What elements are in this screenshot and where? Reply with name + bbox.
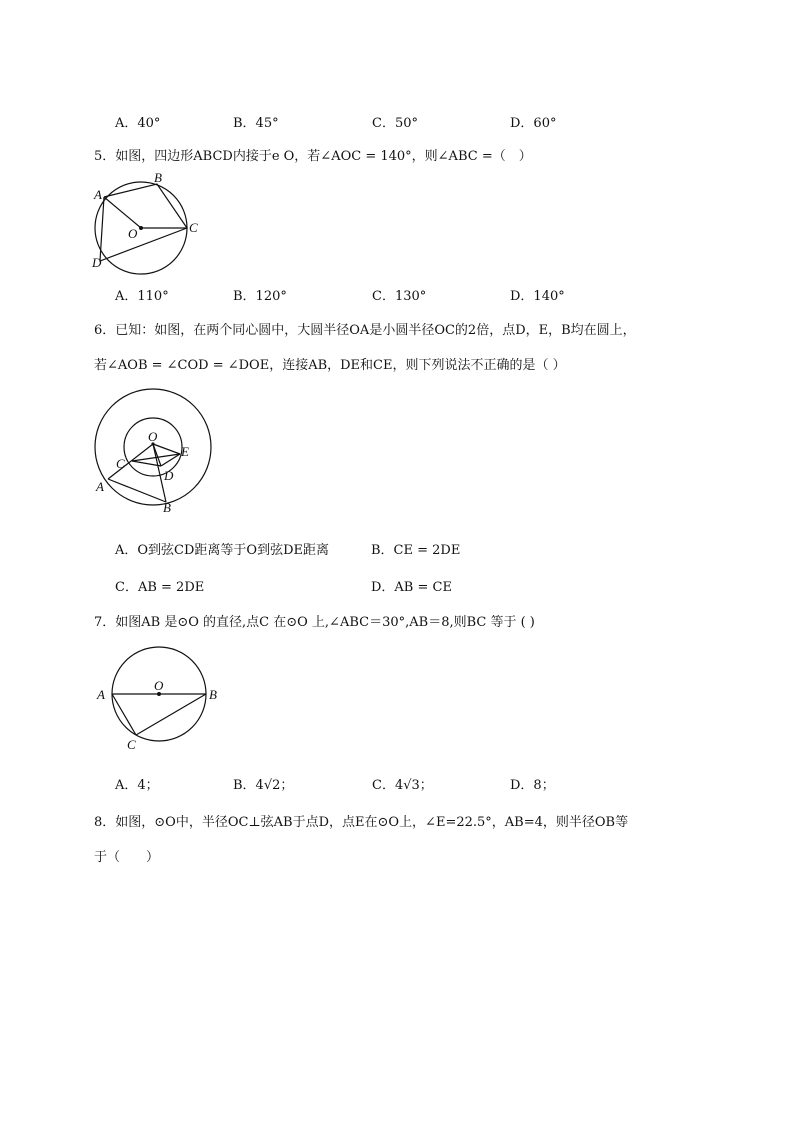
q5-option-b: B．120° bbox=[233, 289, 287, 304]
q6-figure bbox=[88, 382, 218, 515]
q5-stem: 5．如图，四边形ABCD内接于e O，若∠AOC = 140°，则∠ABC =（ ） bbox=[94, 149, 532, 164]
q7-option-c: C．4√3； bbox=[372, 778, 433, 793]
q7-label-b: B bbox=[209, 687, 217, 702]
q4-option-c: C．50° bbox=[372, 116, 418, 131]
q7-figure bbox=[92, 640, 232, 760]
q6-option-b: B．CE = 2DE bbox=[371, 543, 461, 558]
q5-figure bbox=[88, 168, 208, 278]
q6-stem-line1: 6．已知：如图，在两个同心圆中，大圆半径OA是小圆半径OC的2倍，点D，E，B均在圆上， bbox=[94, 323, 636, 338]
q5-option-c: C．130° bbox=[372, 289, 427, 304]
q7-label-o: O bbox=[154, 678, 164, 693]
q5-label-b: B bbox=[154, 170, 162, 185]
q5-label-d: D bbox=[92, 255, 102, 270]
q7-option-b: B．4√2； bbox=[233, 778, 294, 793]
q6-option-d: D．AB = CE bbox=[371, 580, 452, 595]
q5-label-c: C bbox=[189, 220, 198, 235]
q6-label-c: C bbox=[116, 456, 125, 471]
q6-label-e: E bbox=[181, 444, 189, 459]
q5-label-o: O bbox=[128, 226, 138, 241]
q4-option-a: A．40° bbox=[115, 116, 161, 131]
q5-label-a: A bbox=[94, 187, 102, 202]
q7-label-a: A bbox=[97, 687, 105, 702]
q7-option-d: D．8； bbox=[510, 778, 555, 793]
q7-stem: 7．如图AB 是⊙O 的直径,点C 在⊙O 上,∠ABC＝30°,AB＝8,则BC 等于 ( ) bbox=[94, 615, 535, 630]
q4-option-b: B．45° bbox=[233, 116, 279, 131]
q6-option-a: A．O到弦CD距离等于O到弦DE距离 bbox=[115, 543, 329, 558]
q6-label-d: D bbox=[164, 468, 174, 483]
q7-option-a: A．4； bbox=[115, 778, 159, 793]
q5-option-d: D．140° bbox=[510, 289, 565, 304]
q8-stem-line2: 于（ ） bbox=[94, 850, 160, 865]
q8-stem-line1: 8．如图，⊙O中，半径OC⊥弦AB于点D，点E在⊙O上，∠E=22.5°，AB=4，则半径OB等 bbox=[94, 815, 629, 830]
q7-label-c: C bbox=[127, 737, 136, 752]
q6-option-c: C．AB = 2DE bbox=[115, 580, 205, 595]
q6-label-b: B bbox=[163, 500, 171, 515]
q4-option-d: D．60° bbox=[510, 116, 557, 131]
q6-stem-line2: 若∠AOB = ∠COD = ∠DOE，连接AB，DE和CE，则下列说法不正确的是（ ） bbox=[94, 358, 566, 373]
q6-label-o: O bbox=[148, 429, 158, 444]
q6-label-a: A bbox=[96, 479, 104, 494]
q5-option-a: A．110° bbox=[115, 289, 169, 304]
